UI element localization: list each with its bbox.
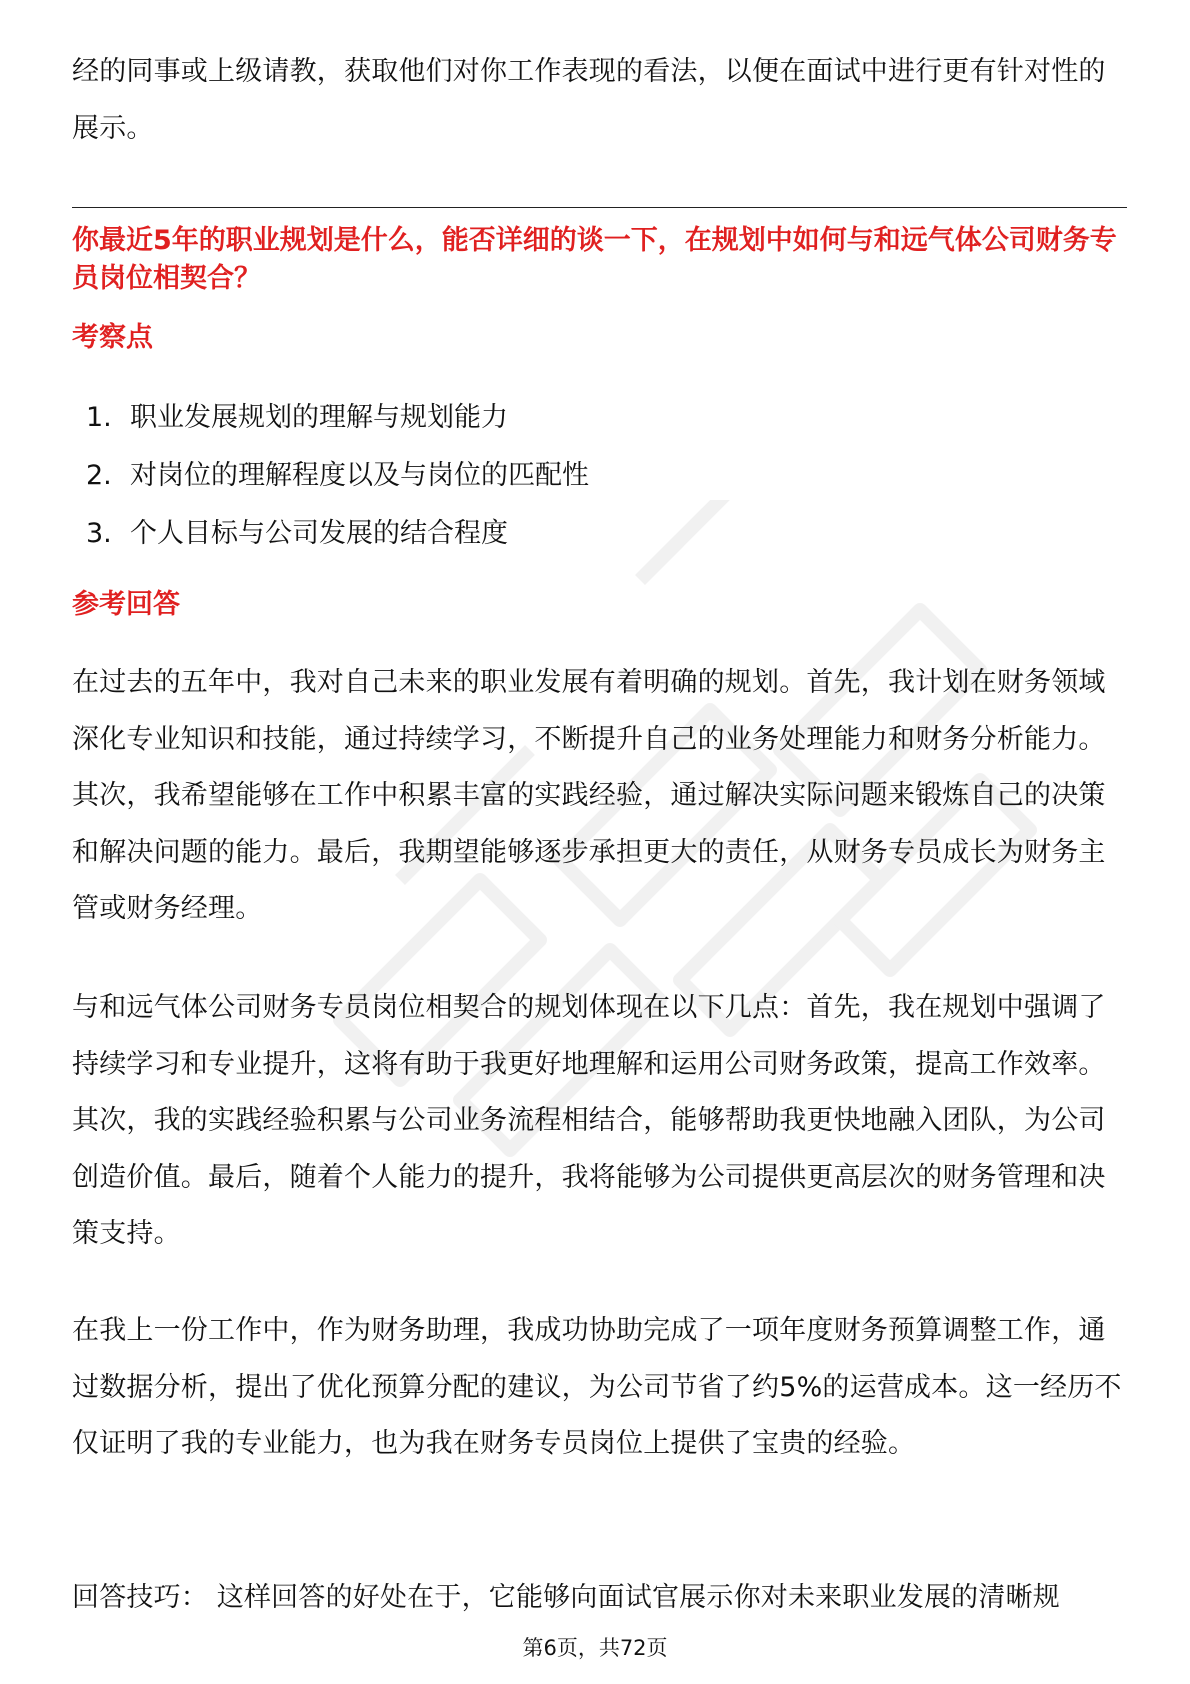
list-text: 对岗位的理解程度以及与岗位的匹配性: [130, 460, 589, 491]
answer-paragraph-1: 在过去的五年中，我对自己未来的职业发展有着明确的规划。首先，我计划在财务领域深化专业知识和技能，通过持续学习，不断提升自己的业务处理能力和财务分析能力。其次，我希望能够在工作中积累丰富的实践经验，通过解决实际问题来锻炼自己的决策和解决问题的能力。最后，我期望能够逐步承担更大的责任，从财务专员成长为财务主管或财务经理。: [72, 667, 1106, 924]
interview-question: 你最近5年的职业规划是什么，能否详细的谈一下，在规划中如何与和远气体公司财务专员岗位相契合？: [72, 225, 1117, 294]
list-item: [86, 447, 589, 505]
page-number: 第6页，共72页: [522, 1636, 668, 1660]
points-list: [86, 389, 589, 563]
answer-paragraph-3: 在我上一份工作中，作为财务助理，我成功协助完成了一项年度财务预算调整工作，通过数据分析，提出了优化预算分配的建议，为公司节省了约5%的运营成本。这一经历不仅证明了我的专业能力，也为我在财务专员岗位上提供了宝贵的经验。: [72, 1315, 1122, 1459]
list-number: 1.: [86, 402, 112, 433]
answer-heading: 参考回答: [72, 589, 180, 620]
list-item: [86, 505, 589, 563]
answer-paragraph-2: 与和远气体公司财务专员岗位相契合的规划体现在以下几点：首先，我在规划中强调了持续学习和专业提升，这将有助于我更好地理解和运用公司财务政策，提高工作效率。其次，我的实践经验积累与公司业务流程相结合，能够帮助我更快地融入团队，为公司创造价值。最后，随着个人能力的提升，我将能够为公司提供更高层次的财务管理和决策支持。: [72, 992, 1106, 1249]
list-item: [86, 389, 589, 447]
answer-tips: 回答技巧： 这样回答的好处在于，它能够向面试官展示你对未来职业发展的清晰规: [72, 1582, 1060, 1613]
list-text: 个人目标与公司发展的结合程度: [130, 518, 508, 549]
list-number: 2.: [86, 460, 112, 491]
list-text: 职业发展规划的理解与规划能力: [130, 402, 508, 433]
continued-paragraph: 经的同事或上级请教，获取他们对你工作表现的看法，以便在面试中进行更有针对性的展示。: [72, 56, 1106, 144]
points-heading: 考察点: [72, 322, 153, 353]
section-divider: [72, 207, 1127, 208]
list-number: 3.: [86, 518, 112, 549]
